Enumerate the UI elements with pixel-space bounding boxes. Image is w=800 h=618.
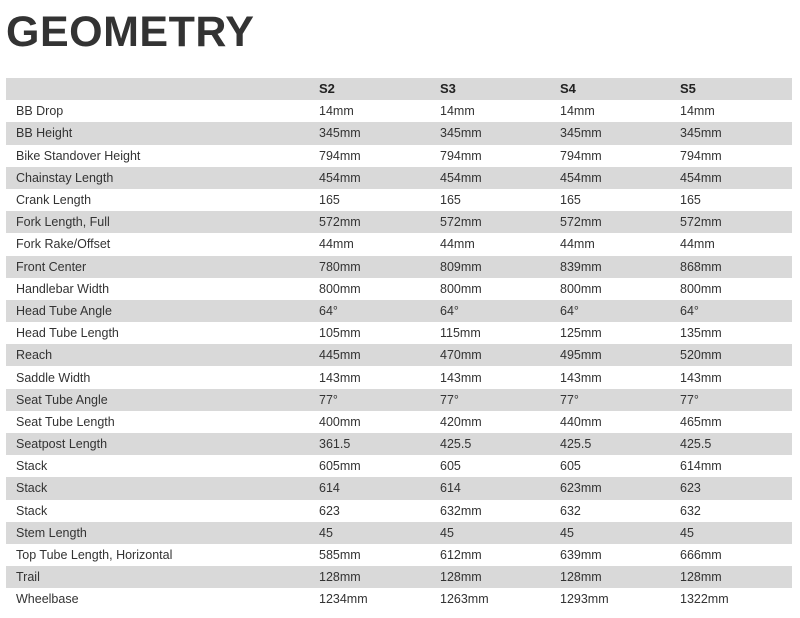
table-row — [6, 389, 792, 411]
cell-s3: 794mm — [440, 148, 482, 163]
cell-s2: 361.5 — [319, 437, 351, 452]
cell-s3: 614 — [440, 481, 461, 496]
cell-s5: 632 — [680, 503, 701, 518]
cell-s5: 1322mm — [680, 592, 729, 607]
cell-s3: 632mm — [440, 503, 482, 518]
table-row — [6, 544, 792, 566]
cell-s4: 77° — [560, 392, 579, 407]
row-label: Trail — [16, 570, 40, 585]
cell-s2: 585mm — [319, 548, 361, 563]
cell-s4: 605 — [560, 459, 581, 474]
cell-s4: 572mm — [560, 215, 602, 230]
cell-s4: 425.5 — [560, 437, 592, 452]
cell-s5: 520mm — [680, 348, 722, 363]
cell-s3: 425.5 — [440, 437, 472, 452]
row-label: Stem Length — [16, 525, 87, 540]
cell-s2: 1234mm — [319, 592, 368, 607]
cell-s4: 64° — [560, 303, 579, 318]
row-label: Wheelbase — [16, 592, 79, 607]
table-row — [6, 278, 792, 300]
cell-s2: 794mm — [319, 148, 361, 163]
cell-s3: 420mm — [440, 414, 482, 429]
cell-s3: 77° — [440, 392, 459, 407]
row-label: Seatpost Length — [16, 437, 108, 452]
cell-s5: 64° — [680, 303, 699, 318]
cell-s2: 800mm — [319, 281, 361, 296]
cell-s3: 1263mm — [440, 592, 489, 607]
cell-s2: 614 — [319, 481, 340, 496]
table-row — [6, 433, 792, 455]
cell-s2: 143mm — [319, 370, 361, 385]
column-header-s2: S2 — [319, 81, 335, 97]
column-header-s3: S3 — [440, 81, 456, 97]
cell-s2: 400mm — [319, 414, 361, 429]
table-row — [6, 189, 792, 211]
cell-s2: 572mm — [319, 215, 361, 230]
row-label: Bike Standover Height — [16, 148, 141, 163]
cell-s5: 135mm — [680, 326, 722, 341]
cell-s3: 605 — [440, 459, 461, 474]
row-label: Fork Length, Full — [16, 215, 110, 230]
row-label: Seat Tube Length — [16, 414, 115, 429]
cell-s5: 143mm — [680, 370, 722, 385]
cell-s5: 165 — [680, 193, 701, 208]
table-row — [6, 477, 792, 499]
cell-s3: 572mm — [440, 215, 482, 230]
row-label: Handlebar Width — [16, 281, 110, 296]
row-label: Front Center — [16, 259, 87, 274]
table-row — [6, 233, 792, 255]
column-header-label — [6, 78, 319, 100]
row-label: Top Tube Length, Horizontal — [16, 548, 173, 563]
cell-s4: 345mm — [560, 126, 602, 141]
cell-s2: 77° — [319, 392, 338, 407]
row-label: BB Drop — [16, 104, 64, 119]
table-header-row — [6, 78, 792, 100]
cell-s4: 800mm — [560, 281, 602, 296]
table-row — [6, 366, 792, 388]
row-label: BB Height — [16, 126, 73, 141]
cell-s5: 44mm — [680, 237, 715, 252]
table-row — [6, 411, 792, 433]
cell-s3: 809mm — [440, 259, 482, 274]
row-label: Saddle Width — [16, 370, 91, 385]
cell-s5: 868mm — [680, 259, 722, 274]
table-row — [6, 322, 792, 344]
cell-s5: 45 — [680, 525, 694, 540]
cell-s5: 800mm — [680, 281, 722, 296]
cell-s5: 623 — [680, 481, 701, 496]
row-label: Head Tube Length — [16, 326, 119, 341]
cell-s2: 454mm — [319, 170, 361, 185]
column-header-s5: S5 — [680, 81, 696, 97]
cell-s4: 125mm — [560, 326, 602, 341]
row-label: Seat Tube Angle — [16, 392, 108, 407]
table-body — [6, 100, 792, 610]
cell-s5: 345mm — [680, 126, 722, 141]
cell-s5: 128mm — [680, 570, 722, 585]
table-row — [6, 100, 792, 122]
cell-s4: 14mm — [560, 104, 595, 119]
cell-s3: 800mm — [440, 281, 482, 296]
cell-s2: 445mm — [319, 348, 361, 363]
cell-s3: 128mm — [440, 570, 482, 585]
row-label: Stack — [16, 459, 48, 474]
table-row — [6, 588, 792, 610]
cell-s5: 425.5 — [680, 437, 712, 452]
cell-s3: 14mm — [440, 104, 475, 119]
table-row — [6, 455, 792, 477]
cell-s4: 632 — [560, 503, 581, 518]
page-title: GEOMETRY — [6, 8, 255, 56]
cell-s4: 440mm — [560, 414, 602, 429]
cell-s3: 165 — [440, 193, 461, 208]
cell-s3: 64° — [440, 303, 459, 318]
cell-s3: 44mm — [440, 237, 475, 252]
cell-s4: 623mm — [560, 481, 602, 496]
row-label: Head Tube Angle — [16, 303, 112, 318]
cell-s2: 44mm — [319, 237, 354, 252]
cell-s4: 454mm — [560, 170, 602, 185]
row-label: Fork Rake/Offset — [16, 237, 111, 252]
table-row — [6, 566, 792, 588]
cell-s3: 45 — [440, 525, 454, 540]
cell-s2: 345mm — [319, 126, 361, 141]
cell-s3: 612mm — [440, 548, 482, 563]
table-row — [6, 256, 792, 278]
cell-s5: 14mm — [680, 104, 715, 119]
cell-s5: 614mm — [680, 459, 722, 474]
row-label: Stack — [16, 481, 48, 496]
table-row — [6, 145, 792, 167]
cell-s2: 780mm — [319, 259, 361, 274]
cell-s4: 639mm — [560, 548, 602, 563]
cell-s2: 105mm — [319, 326, 361, 341]
cell-s5: 666mm — [680, 548, 722, 563]
row-label: Crank Length — [16, 193, 92, 208]
cell-s2: 64° — [319, 303, 338, 318]
table-row — [6, 122, 792, 144]
cell-s5: 454mm — [680, 170, 722, 185]
cell-s5: 77° — [680, 392, 699, 407]
cell-s4: 839mm — [560, 259, 602, 274]
cell-s4: 128mm — [560, 570, 602, 585]
table-row — [6, 211, 792, 233]
table-row — [6, 300, 792, 322]
cell-s4: 143mm — [560, 370, 602, 385]
row-label: Stack — [16, 503, 48, 518]
cell-s2: 14mm — [319, 104, 354, 119]
cell-s5: 572mm — [680, 215, 722, 230]
cell-s4: 794mm — [560, 148, 602, 163]
geometry-table — [6, 78, 792, 611]
cell-s2: 128mm — [319, 570, 361, 585]
cell-s3: 345mm — [440, 126, 482, 141]
cell-s2: 605mm — [319, 459, 361, 474]
cell-s3: 143mm — [440, 370, 482, 385]
cell-s4: 44mm — [560, 237, 595, 252]
cell-s4: 45 — [560, 525, 574, 540]
cell-s5: 465mm — [680, 414, 722, 429]
cell-s5: 794mm — [680, 148, 722, 163]
cell-s4: 1293mm — [560, 592, 609, 607]
cell-s3: 115mm — [440, 326, 481, 341]
cell-s4: 495mm — [560, 348, 602, 363]
cell-s2: 45 — [319, 525, 333, 540]
row-label: Reach — [16, 348, 53, 363]
row-label: Chainstay Length — [16, 170, 114, 185]
table-row — [6, 500, 792, 522]
cell-s2: 165 — [319, 193, 340, 208]
table-row — [6, 344, 792, 366]
table-row — [6, 167, 792, 189]
cell-s2: 623 — [319, 503, 340, 518]
cell-s3: 454mm — [440, 170, 482, 185]
cell-s4: 165 — [560, 193, 581, 208]
table-row — [6, 522, 792, 544]
column-header-s4: S4 — [560, 81, 576, 97]
cell-s3: 470mm — [440, 348, 482, 363]
